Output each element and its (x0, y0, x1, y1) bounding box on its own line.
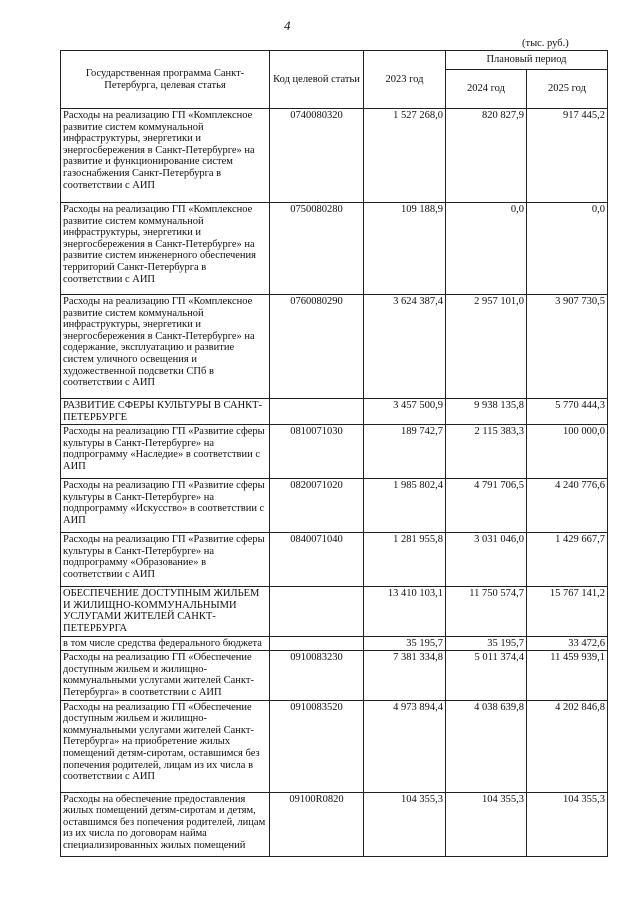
row-code: 0760080290 (270, 295, 364, 399)
row-name: Расходы на реализацию ГП «Комплексное развитие систем коммунальной инфраструктуры, энергетики и энергосбережения в Санкт-Петербурге» на развитие и функционирование систем газоснабжения Санкт-Петербурга в соответствии с АИП (61, 109, 270, 203)
table-row (61, 425, 608, 479)
row-value-2023: 109 188,9 (364, 203, 446, 295)
row-code: 0820071020 (270, 479, 364, 533)
row-name: РАЗВИТИЕ СФЕРЫ КУЛЬТУРЫ В САНКТ-ПЕТЕРБУРГЕ (61, 399, 270, 425)
table-row (61, 479, 608, 533)
row-value-2023: 7 381 334,8 (364, 651, 446, 700)
header-plan-period: Плановый период (446, 51, 608, 70)
header-name: Государственная программа Санкт-Петербурга, целевая статья (61, 51, 270, 109)
table-row (61, 651, 608, 700)
row-value-2023: 1 527 268,0 (364, 109, 446, 203)
row-value-2024: 5 011 374,4 (446, 651, 527, 700)
row-value-2024: 0,0 (446, 203, 527, 295)
row-value-2025: 3 907 730,5 (527, 295, 608, 399)
row-value-2023: 104 355,3 (364, 792, 446, 856)
row-value-2024: 104 355,3 (446, 792, 527, 856)
table-row (61, 295, 608, 399)
row-name: Расходы на реализацию ГП «Обеспечение доступным жильем и жилищно-коммунальными услугами жителей Санкт-Петербурга» на приобретение жилых помещений детям-сиротам, оставшимся без попечения родителей, лицам из их числа в соответствии с АИП (61, 700, 270, 792)
table-row (61, 636, 608, 651)
row-value-2023: 13 410 103,1 (364, 587, 446, 636)
table-row (61, 399, 608, 425)
row-value-2024: 3 031 046,0 (446, 533, 527, 587)
row-value-2024: 2 115 383,3 (446, 425, 527, 479)
row-code: 0840071040 (270, 533, 364, 587)
row-name: Расходы на реализацию ГП «Комплексное развитие систем коммунальной инфраструктуры, энергетики и энергосбережения в Санкт-Петербурге» на развитие систем инженерного обеспечения территорий Санкт-Петербурга в соответствии с АИП (61, 203, 270, 295)
row-code: 0750080280 (270, 203, 364, 295)
row-code: 0740080320 (270, 109, 364, 203)
row-name: в том числе средства федерального бюджета (61, 636, 270, 651)
row-code: 0910083520 (270, 700, 364, 792)
table-row (61, 792, 608, 856)
page-number: 4 (284, 18, 291, 33)
row-name: Расходы на реализацию ГП «Развитие сферы культуры в Санкт-Петербурге» на подпрограмму «Наследие» в соответствии с АИП (61, 425, 270, 479)
row-value-2025: 15 767 141,2 (527, 587, 608, 636)
row-value-2025: 33 472,6 (527, 636, 608, 651)
row-value-2024: 9 938 135,8 (446, 399, 527, 425)
row-value-2025: 1 429 667,7 (527, 533, 608, 587)
row-value-2024: 35 195,7 (446, 636, 527, 651)
row-value-2025: 100 000,0 (527, 425, 608, 479)
header-2023: 2023 год (364, 51, 446, 109)
table-row (61, 700, 608, 792)
table-row (61, 533, 608, 587)
row-value-2024: 2 957 101,0 (446, 295, 527, 399)
row-value-2023: 189 742,7 (364, 425, 446, 479)
row-code: 0910083230 (270, 651, 364, 700)
row-value-2025: 0,0 (527, 203, 608, 295)
table-row (61, 203, 608, 295)
row-value-2025: 917 445,2 (527, 109, 608, 203)
row-value-2025: 11 459 939,1 (527, 651, 608, 700)
row-value-2024: 820 827,9 (446, 109, 527, 203)
row-code (270, 636, 364, 651)
table-row (61, 109, 608, 203)
row-value-2025: 104 355,3 (527, 792, 608, 856)
row-name: Расходы на реализацию ГП «Развитие сферы культуры в Санкт-Петербурге» на подпрограмму «Искусство» в соответствии с АИП (61, 479, 270, 533)
header-2024: 2024 год (446, 70, 527, 109)
row-name: Расходы на реализацию ГП «Развитие сферы культуры в Санкт-Петербурге» на подпрограмму «Образование» в соответствии с АИП (61, 533, 270, 587)
row-value-2025: 4 240 776,6 (527, 479, 608, 533)
units-label: (тыс. руб.) (522, 38, 569, 49)
row-code (270, 399, 364, 425)
row-name: ОБЕСПЕЧЕНИЕ ДОСТУПНЫМ ЖИЛЬЕМ И ЖИЛИЩНО-КОММУНАЛЬНЫМИ УСЛУГАМИ ЖИТЕЛЕЙ САНКТ-ПЕТЕРБУРГА (61, 587, 270, 636)
header-code: Код целевой статьи (270, 51, 364, 109)
row-value-2023: 35 195,7 (364, 636, 446, 651)
row-value-2023: 1 985 802,4 (364, 479, 446, 533)
row-value-2025: 4 202 846,8 (527, 700, 608, 792)
row-value-2024: 4 791 706,5 (446, 479, 527, 533)
budget-table (60, 50, 608, 857)
row-code (270, 587, 364, 636)
row-name: Расходы на реализацию ГП «Обеспечение доступным жильем и жилищно-коммунальными услугами жителей Санкт-Петербурга» в соответствии с АИП (61, 651, 270, 700)
row-value-2025: 5 770 444,3 (527, 399, 608, 425)
row-value-2023: 3 624 387,4 (364, 295, 446, 399)
row-name: Расходы на обеспечение предоставления жилых помещений детям-сиротам и детям, оставшимся без попечения родителей, лицам из их числа по договорам найма специализированных жилых помещений (61, 792, 270, 856)
row-value-2024: 4 038 639,8 (446, 700, 527, 792)
table-row (61, 587, 608, 636)
row-value-2023: 4 973 894,4 (364, 700, 446, 792)
header-2025: 2025 год (527, 70, 608, 109)
row-value-2023: 3 457 500,9 (364, 399, 446, 425)
row-code: 0810071030 (270, 425, 364, 479)
row-value-2023: 1 281 955,8 (364, 533, 446, 587)
row-value-2024: 11 750 574,7 (446, 587, 527, 636)
row-code: 09100R0820 (270, 792, 364, 856)
row-name: Расходы на реализацию ГП «Комплексное развитие систем коммунальной инфраструктуры, энергетики и энергосбережения в Санкт-Петербурге» на содержание, эксплуатацию и развитие систем уличного освещения и художественной подсветки СПб в соответствии с АИП (61, 295, 270, 399)
